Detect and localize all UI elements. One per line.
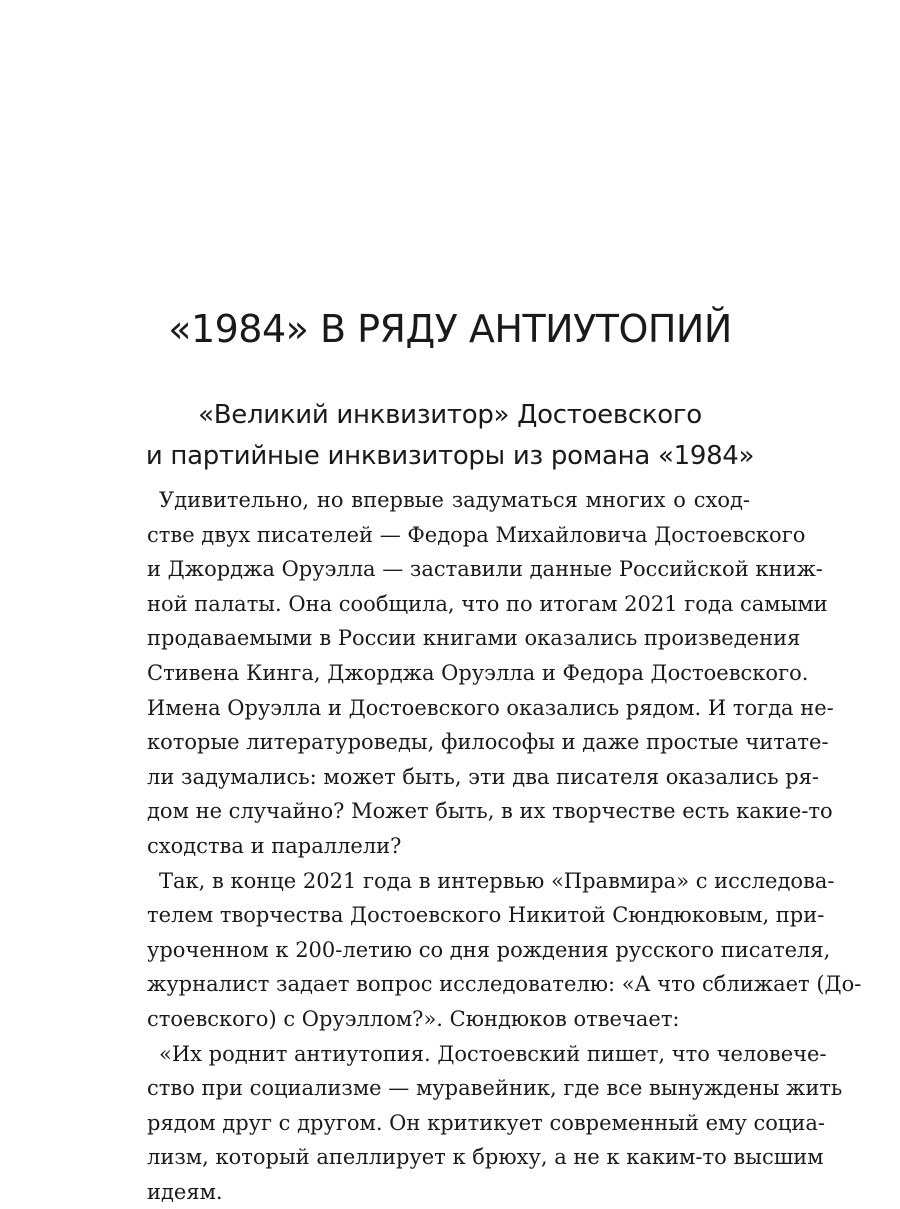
text-line: рядом друг с другом. Он критикует современный ему социа- (147, 1106, 750, 1141)
body-text (147, 483, 750, 1209)
text-line: ство при социализме — муравейник, где все вынуждены жить (147, 1071, 750, 1106)
paragraph-3 (147, 1037, 750, 1209)
section-title (0, 395, 900, 477)
paragraph-2 (147, 864, 750, 1037)
text-line: лизм, который апеллирует к брюху, а не к каким-то высшим (147, 1140, 750, 1175)
text-line: Стивена Кинга, Джорджа Оруэлла и Федора Достоевского. (147, 656, 750, 691)
text-line: Имена Оруэлла и Достоевского оказались рядом. И тогда не- (147, 691, 750, 726)
text-line: уроченном к 200-летию со дня рождения русского писателя, (147, 933, 750, 968)
text-line: продаваемыми в России книгами оказались произведения (147, 621, 750, 656)
text-line: и Джорджа Оруэлла — заставили данные Российской книж- (147, 552, 750, 587)
text-line: стве двух писателей — Федора Михайловича Достоевского (147, 518, 750, 553)
text-line: ной палаты. Она сообщила, что по итогам 2021 года самыми (147, 587, 750, 622)
text-line: стоевского) с Оруэллом?». Сюндюков отвечает: (147, 1002, 750, 1037)
paragraph-1 (147, 483, 750, 864)
text-line: идеям. (147, 1175, 750, 1209)
section-title-line: «Великий инквизитор» Достоевского (0, 395, 900, 436)
text-line: дом не случайно? Может быть, в их творчестве есть какие-то (147, 794, 750, 829)
chapter-title: «1984» В РЯДУ АНТИУТОПИЙ (0, 303, 900, 355)
text-line: «Их роднит антиутопия. Достоевский пишет, что человече- (147, 1037, 750, 1072)
text-line: журналист задает вопрос исследователю: «А что сближает (До- (147, 967, 750, 1002)
section-title-line: и партийные инквизиторы из романа «1984» (0, 436, 900, 477)
text-line: которые литературоведы, философы и даже простые читате- (147, 725, 750, 760)
text-line: ли задумались: может быть, эти два писателя оказались ря- (147, 760, 750, 795)
text-line: сходства и параллели? (147, 829, 750, 864)
text-line: телем творчества Достоевского Никитой Сюндюковым, при- (147, 898, 750, 933)
text-line: Так, в конце 2021 года в интервью «Правмира» с исследова- (147, 864, 750, 899)
text-line: Удивительно, но впервые задуматься многих о сход- (147, 483, 750, 518)
